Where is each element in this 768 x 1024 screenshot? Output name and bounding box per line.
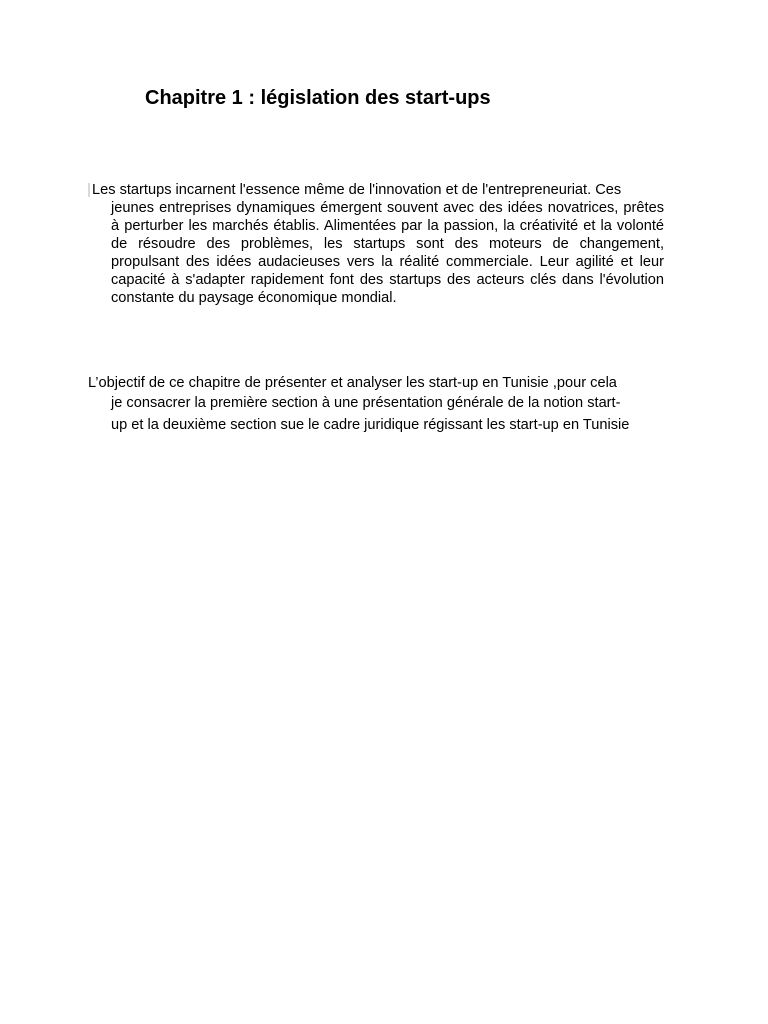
objective-paragraph-third-line: up et la deuxième section sue le cadre juridique régissant les start-up en Tunisie: [111, 417, 630, 433]
intro-paragraph: [92, 181, 664, 307]
objective-paragraph-first-line: L’objectif de ce chapitre de présenter et analyser les start-up en Tunisie ,pour cela: [88, 375, 617, 391]
objective-paragraph-second-line: je consacrer la première section à une présentation générale de la notion start-: [111, 395, 621, 411]
intro-paragraph-continuation: jeunes entreprises dynamiques émergent souvent avec des idées novatrices, prêtes à perturber les marchés établis. Alimentées par la passion, la créativité et la volonté de résoudre des problèmes, les startups sont des moteurs de changement, propulsant des idées audacieuses vers la réalité commerciale. Leur agilité et leur capacité à s'adapter rapidement font des startups des acteurs clés dans l'évolution constante du paysage économique mondial.: [111, 200, 664, 306]
chapter-title: Chapitre 1 : législation des start-ups: [145, 87, 491, 109]
paragraph-marker: [88, 183, 90, 197]
intro-paragraph-first-line: Les startups incarnent l'essence même de l'innovation et de l'entrepreneuriat. Ces: [92, 182, 622, 198]
objective-paragraph: [88, 373, 664, 435]
